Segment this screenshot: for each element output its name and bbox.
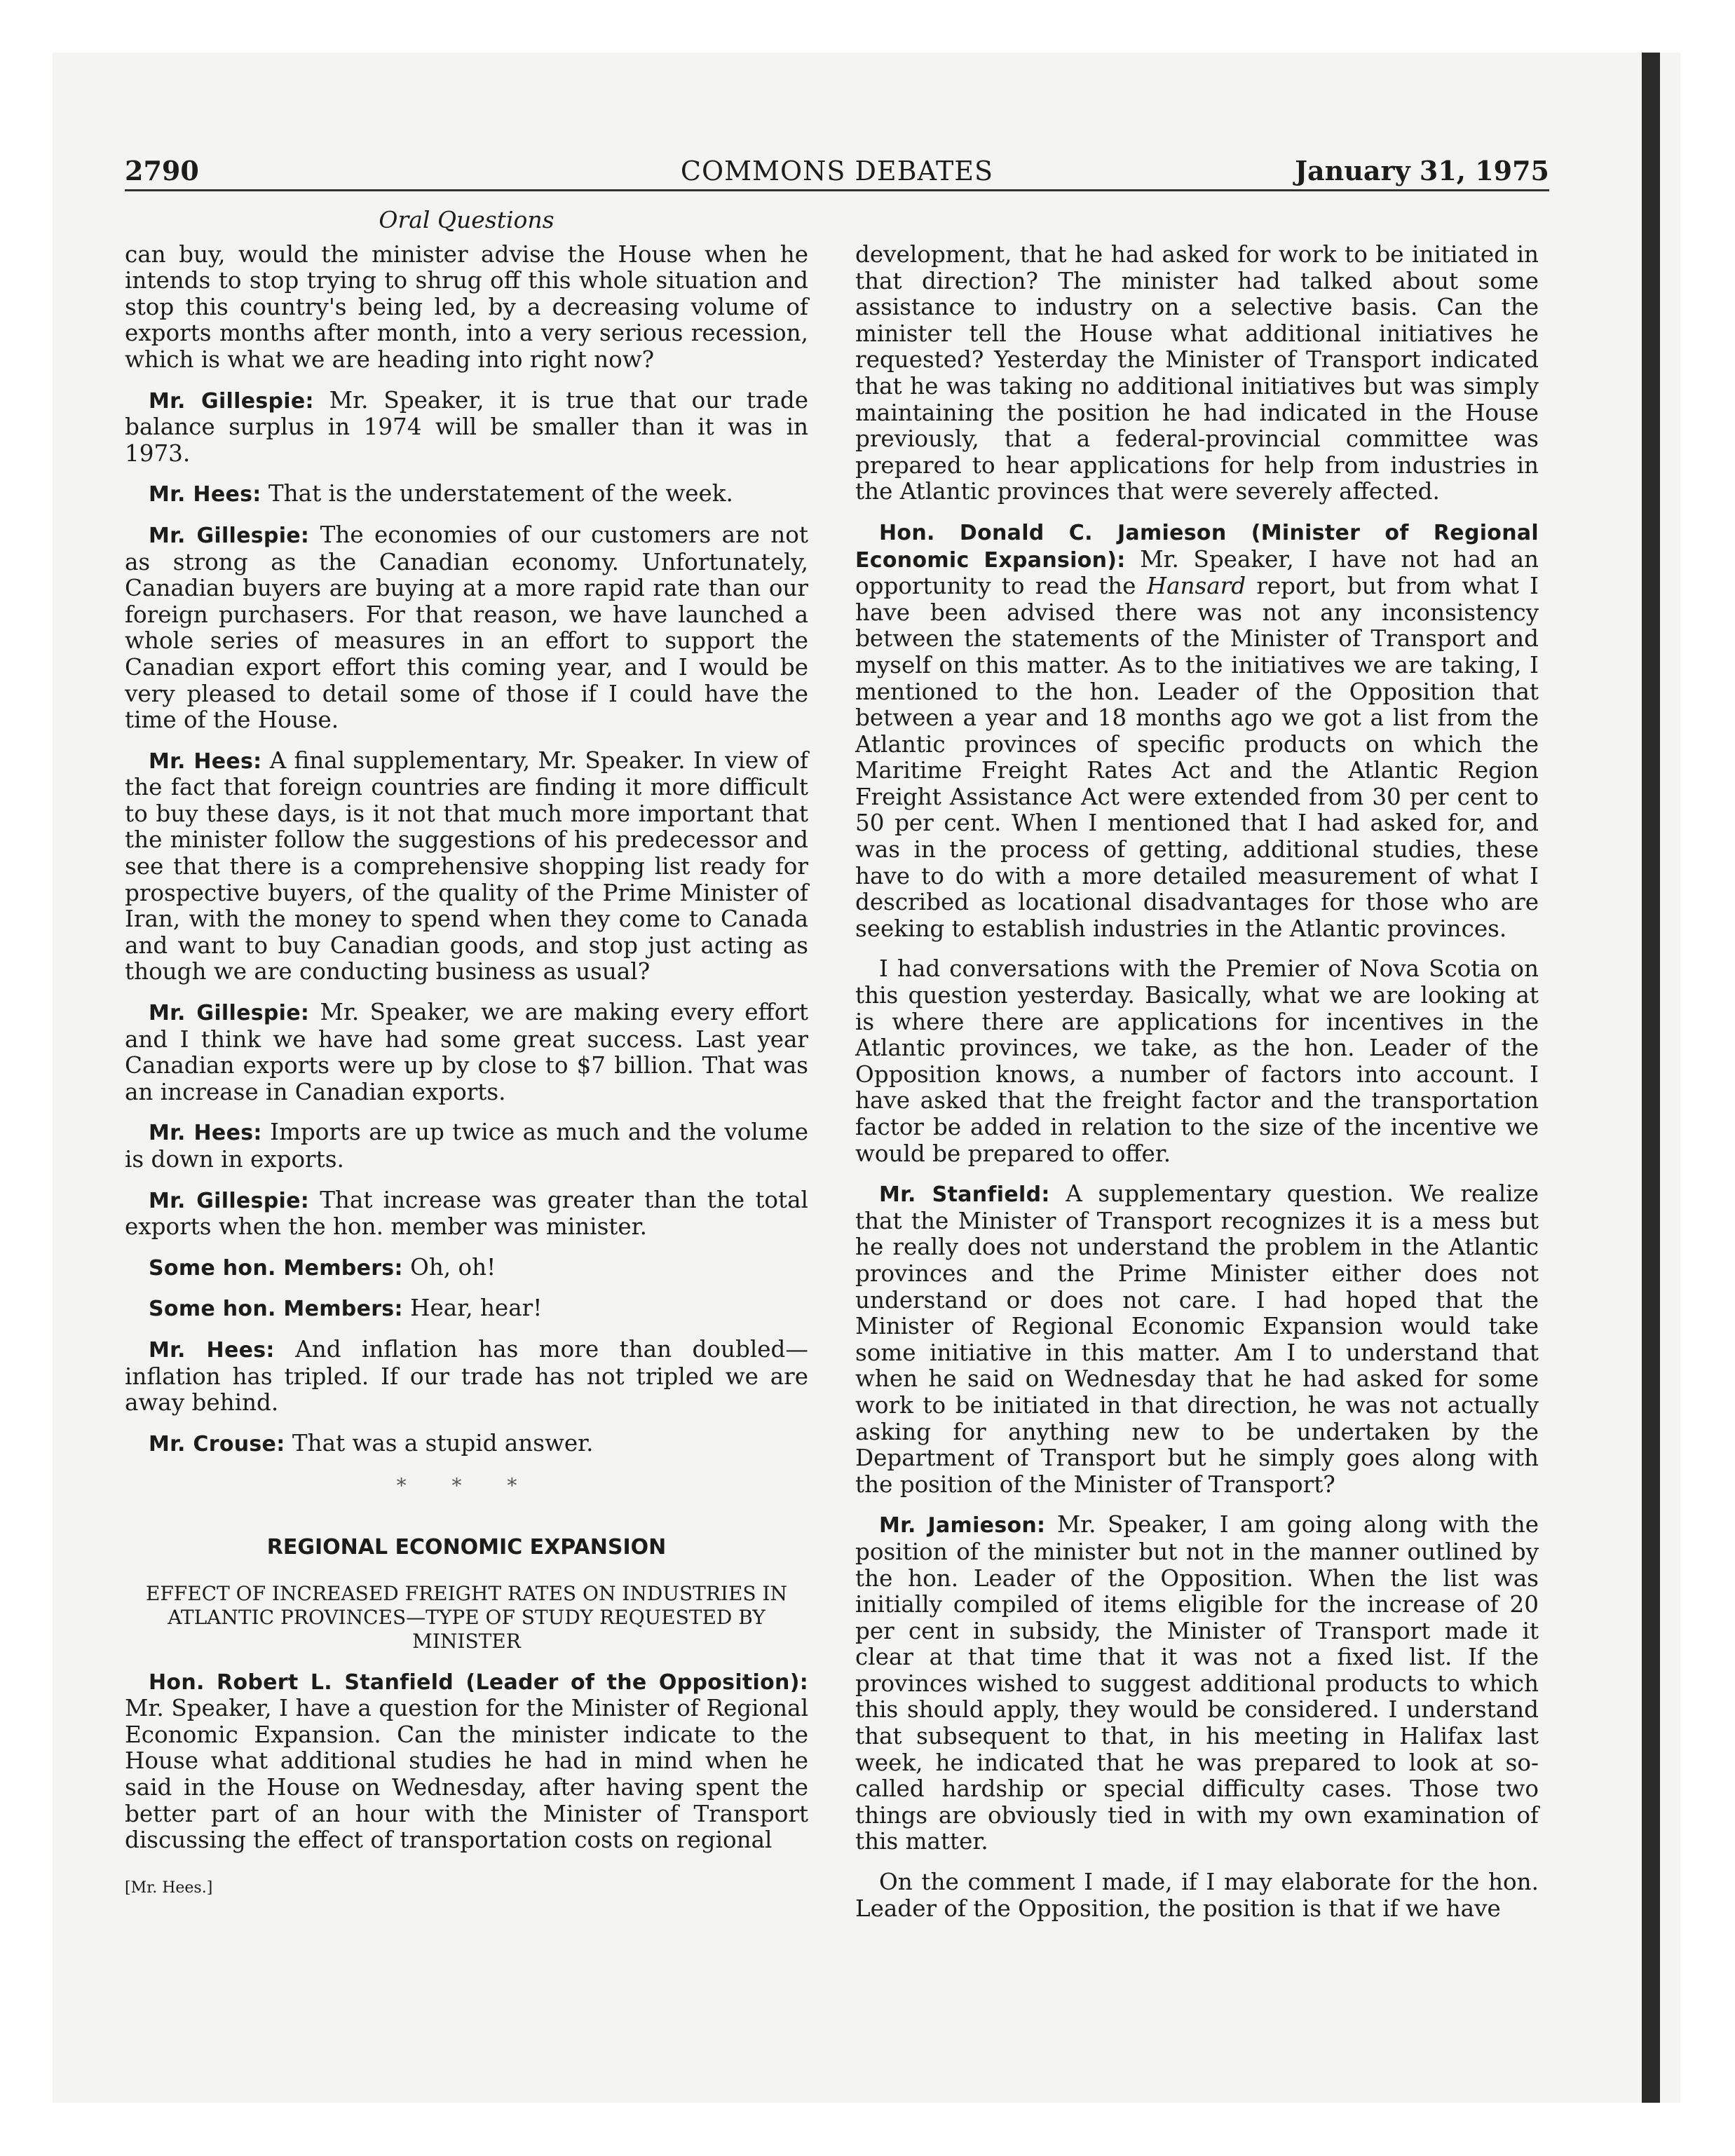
right-column [855,242,1539,1936]
speaker-name: Some hon. Members: [149,1255,403,1281]
speech-text: Oh, oh! [402,1253,496,1281]
section-heading: REGIONAL ECONOMIC EXPANSION [266,1534,667,1560]
speaker-name: Mr. Jamieson: [879,1513,1046,1538]
speaker-name: Mr. Stanfield: [879,1182,1050,1208]
speaker-name: Hon. Donald C. Jamieson (Minister of Regional Economic Expansion): [855,520,1539,573]
speech-text: That is the understatement of the week. [261,480,733,507]
speech-text: Hear, hear! [402,1295,543,1322]
speaker-name: Hon. Robert L. Stanfield (Leader of the Opposition): [149,1670,808,1695]
speaker-name: Mr. Hees: [149,1337,275,1363]
speaker-name: Mr. Hees: [149,1121,262,1146]
page-number: 2790 [125,155,199,186]
section-label: Oral Questions [379,206,554,233]
speech-text: That increase was greater than the total exports when the hon. member was minister. [125,1186,808,1241]
paragraph [125,1119,808,1173]
paragraph [125,1255,808,1282]
speech-text: And inflation has more than doubled—inflation has tripled. If our trade has not tripled we are away behind. [125,1335,808,1417]
issue-date: January 31, 1975 [1295,155,1549,186]
speech-text: report, but from what I have been advised there was not any inconsistency between the statements of the Minister of Transport and myself on this matter. As to the initiatives we are taking, I mentioned to the hon. Leader of the Opposition that between a year and 18 months ago we got a list from the Atlantic provinces of specific products on which the Maritime Freight Rates Act and the Atlantic Region Freight Assistance Act were extended from 30 per cent to 50 per cent. When I mentioned that I had asked for, and was in the process of getting, additional studies, these have to do with a more detailed measurement of what I described as locational disadvantages for those who are seeking to establish industries in the Atlantic provinces. [855,573,1539,942]
speaker-name: Mr. Hees: [149,749,262,774]
speech-text: Mr. Speaker, I have not had an opportunity to read the [855,545,1539,600]
speaker-footnote: [Mr. Hees.] [125,1878,213,1897]
paragraph [125,999,808,1105]
paragraph: development, that he had asked for work to be initiated in that direction? The minister had talked about some assistance to industry on a selective basis. Can the minister tell the House what additional initiatives he requested? Yesterday the Minister of Transport indicated that he was taking no additional initiatives but was simply maintaining the position he had indicated in the House previously, that a federal-provincial committee was prepared to hear applications for help from industries in the Atlantic provinces that were severely affected. [855,241,1539,505]
paragraph [125,1295,808,1323]
paragraph [125,1337,808,1417]
paragraph: I had conversations with the Premier of Nova Scotia on this question yesterday. Basically, what we are looking at is where there are applications for incentives in the Atlantic provinces, we take, as the hon. Leader of the Opposition knows, a number of factors into account. I have asked that the freight factor and the transportation factor be added in relation to the size of the incentive we would be prepared to offer. [855,955,1539,1167]
speaker-name: Mr. Hees: [149,482,261,507]
publication-title: COMMONS DEBATES [680,156,994,186]
speech-text: A supplementary question. We realize that the Minister of Transport recognizes it is a mess but he really does not understand the problem in the Atlantic provinces and the Prime Minister either does not understand or does not care. I had hoped that the Minister of Regional Economic Expansion would take some initiative in this matter. Am I to understand that when he said on Wednesday that he had asked for some work to be initiated in that direction, he was not actually asking for anything new to be undertaken by the Department of Transport but he simply goes along with the position of the Minister of Transport? [855,1180,1539,1498]
paragraph [125,1187,808,1241]
speaker-name: Mr. Crouse: [149,1431,285,1456]
speech-text: Mr. Speaker, I have a question for the Minister of Regional Economic Expansion. Can the minister indicate to the House what additional studies he had in mind when he said in the House on Wednesday, after having spent the better part of an hour with the Minister of Transport discussing the effect of transportation costs on regional [125,1695,808,1854]
paragraph [855,1512,1539,1855]
speech-text: Mr. Speaker, I am going along with the position of the minister but not in the manner outlined by the hon. Leader of the Opposition. When the list was initially compiled of items eligible for the increase of 20 per cent in subsidy, the Minister of Transport made it clear at that time that it was not a fixed list. If the provinces wished to suggest additional products to which this should apply, they would be considered. I understand that subsequent to that, in his meeting in Halifax last week, he indicated that he was prepared to look at so-called hardship or special difficulty cases. Those two things are obviously tied in with my own examination of this matter. [855,1511,1539,1855]
left-column [125,207,808,1901]
speaker-name: Mr. Gillespie: [149,388,314,414]
running-header [125,153,1549,191]
paragraph [855,519,1539,943]
speech-text: Mr. Speaker, we are making every effort and I think we have had some great success. Last year Canadian exports were up by close to $7 billion. That was an increase in Canadian exports. [125,999,808,1105]
speech-text: That was a stupid answer. [285,1429,594,1456]
speaker-name: Mr. Gillespie: [149,523,310,548]
paragraph: On the comment I made, if I may elaborate for the hon. Leader of the Opposition, the position is that if we have [855,1869,1539,1922]
paragraph [125,1669,808,1854]
italic-term: Hansard [1146,573,1246,600]
subsection-heading: EFFECT OF INCREASED FREIGHT RATES ON INDUSTRIES IN ATLANTIC PROVINCES—TYPE OF STUDY REQUESTED BY MINISTER [145,1581,788,1653]
section-separator: * * * [396,1474,537,1498]
paragraph: can buy, would the minister advise the House when he intends to stop trying to shrug off this whole situation and stop this country's being led, by a decreasing volume of exports months after month, into a very serious recession, which is what we are heading into right now? [125,240,808,373]
speech-text: Mr. Speaker, it is true that our trade balance surplus in 1974 will be smaller than it was in 1973. [125,386,808,467]
speech-text: Imports are up twice as much and the volume is down in exports. [125,1119,808,1173]
speaker-name: Mr. Gillespie: [149,1188,310,1213]
paragraph [125,748,808,985]
speaker-name: Mr. Gillespie: [149,1001,310,1026]
speech-text: The economies of our customers are not as strong as the Canadian economy. Unfortunately, Canadian buyers are buying at a more rapid rate than our foreign purchasers. For that reason, we have launched a whole series of measures in an effort to support the Canadian export effort this coming year, and I would be very pleased to detail some of those if I could have the time of the House. [125,521,808,734]
speaker-name: Some hon. Members: [149,1297,403,1322]
paragraph [125,522,808,734]
scan-edge [1642,53,1660,2103]
paragraph [125,388,808,468]
paragraph [125,1431,808,1458]
paragraph [855,1181,1539,1498]
paragraph [125,481,808,508]
speech-text: A final supplementary, Mr. Speaker. In view of the fact that foreign countries are finding it more difficult to buy these days, is it not that much more important that the minister follow the suggestions of his predecessor and see that there is a comprehensive shopping list ready for prospective buyers, of the quality of the Prime Minister of Iran, with the money to spend when they come to Canada and want to buy Canadian goods, and stop just acting as though we are conducting business as usual? [125,746,808,985]
